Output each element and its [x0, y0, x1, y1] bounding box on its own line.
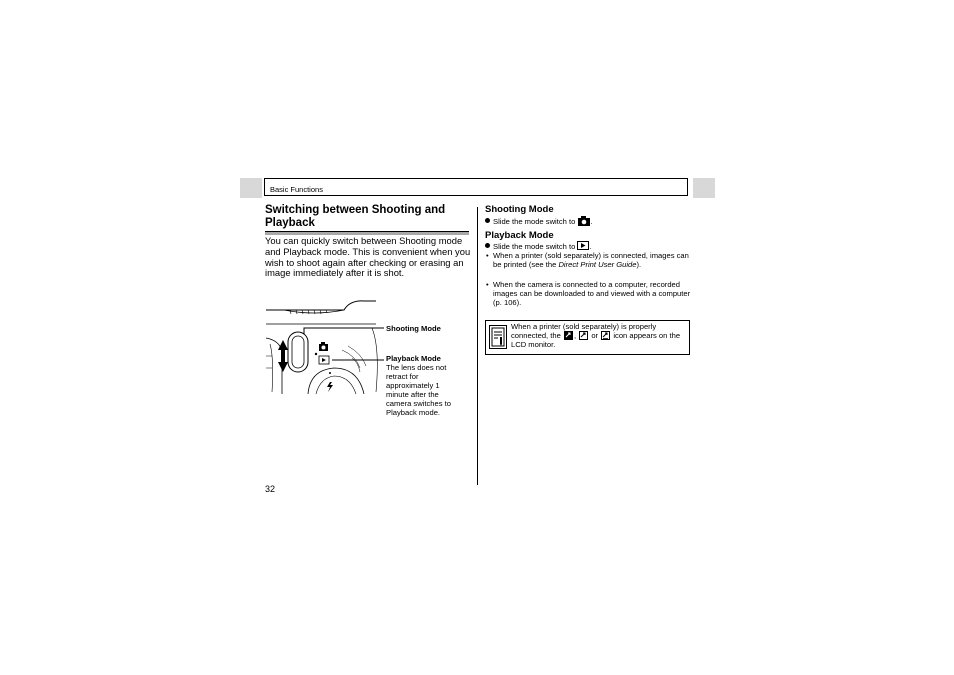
callout-shooting-mode: Shooting Mode	[386, 324, 441, 333]
bullet-icon	[485, 243, 490, 248]
note-text: When a printer (sold separately) is properly connected, the , or icon appears on the LCD monitor.	[511, 322, 681, 350]
section-header-label: Basic Functions	[270, 185, 323, 194]
print-icon	[579, 331, 588, 340]
sub-bullet-printer: • When a printer (sold separately) is connected, images can be printed (see the Direct Print User Guide).	[486, 251, 689, 269]
shooting-mode-heading: Shooting Mode	[485, 204, 554, 215]
page-title: Switching between Shooting and Playback	[265, 204, 446, 229]
camera-mode-switch-illustration	[264, 298, 384, 394]
callout-playback-mode: Playback Mode	[386, 354, 441, 363]
left-tab-marker	[240, 178, 262, 198]
note-icon	[489, 325, 507, 349]
callout-playback-text: The lens does not retract for approximately 1 minute after the camera switches to Playback mode.	[386, 363, 451, 417]
right-tab-marker	[693, 178, 715, 198]
playback-icon	[577, 241, 589, 250]
bullet-icon	[485, 218, 490, 223]
section-header	[264, 178, 688, 196]
camera-icon	[578, 216, 590, 226]
page-number: 32	[265, 484, 276, 494]
sub-bullet-computer: • When the camera is connected to a computer, recorded images can be downloaded to and viewed with a computer (p. 106).	[486, 280, 691, 307]
playback-mode-bullet: Slide the mode switch to .	[485, 241, 591, 251]
column-divider	[477, 207, 478, 485]
shooting-mode-bullet: Slide the mode switch to .	[485, 216, 592, 226]
print-icon	[564, 331, 573, 340]
playback-mode-heading: Playback Mode	[485, 230, 554, 241]
intro-paragraph: You can quickly switch between Shooting mode and Playback mode. This is convenient when you wish to shoot again after checking or erasing an image immediately after it is shot.	[265, 235, 471, 279]
print-icon	[601, 331, 610, 340]
